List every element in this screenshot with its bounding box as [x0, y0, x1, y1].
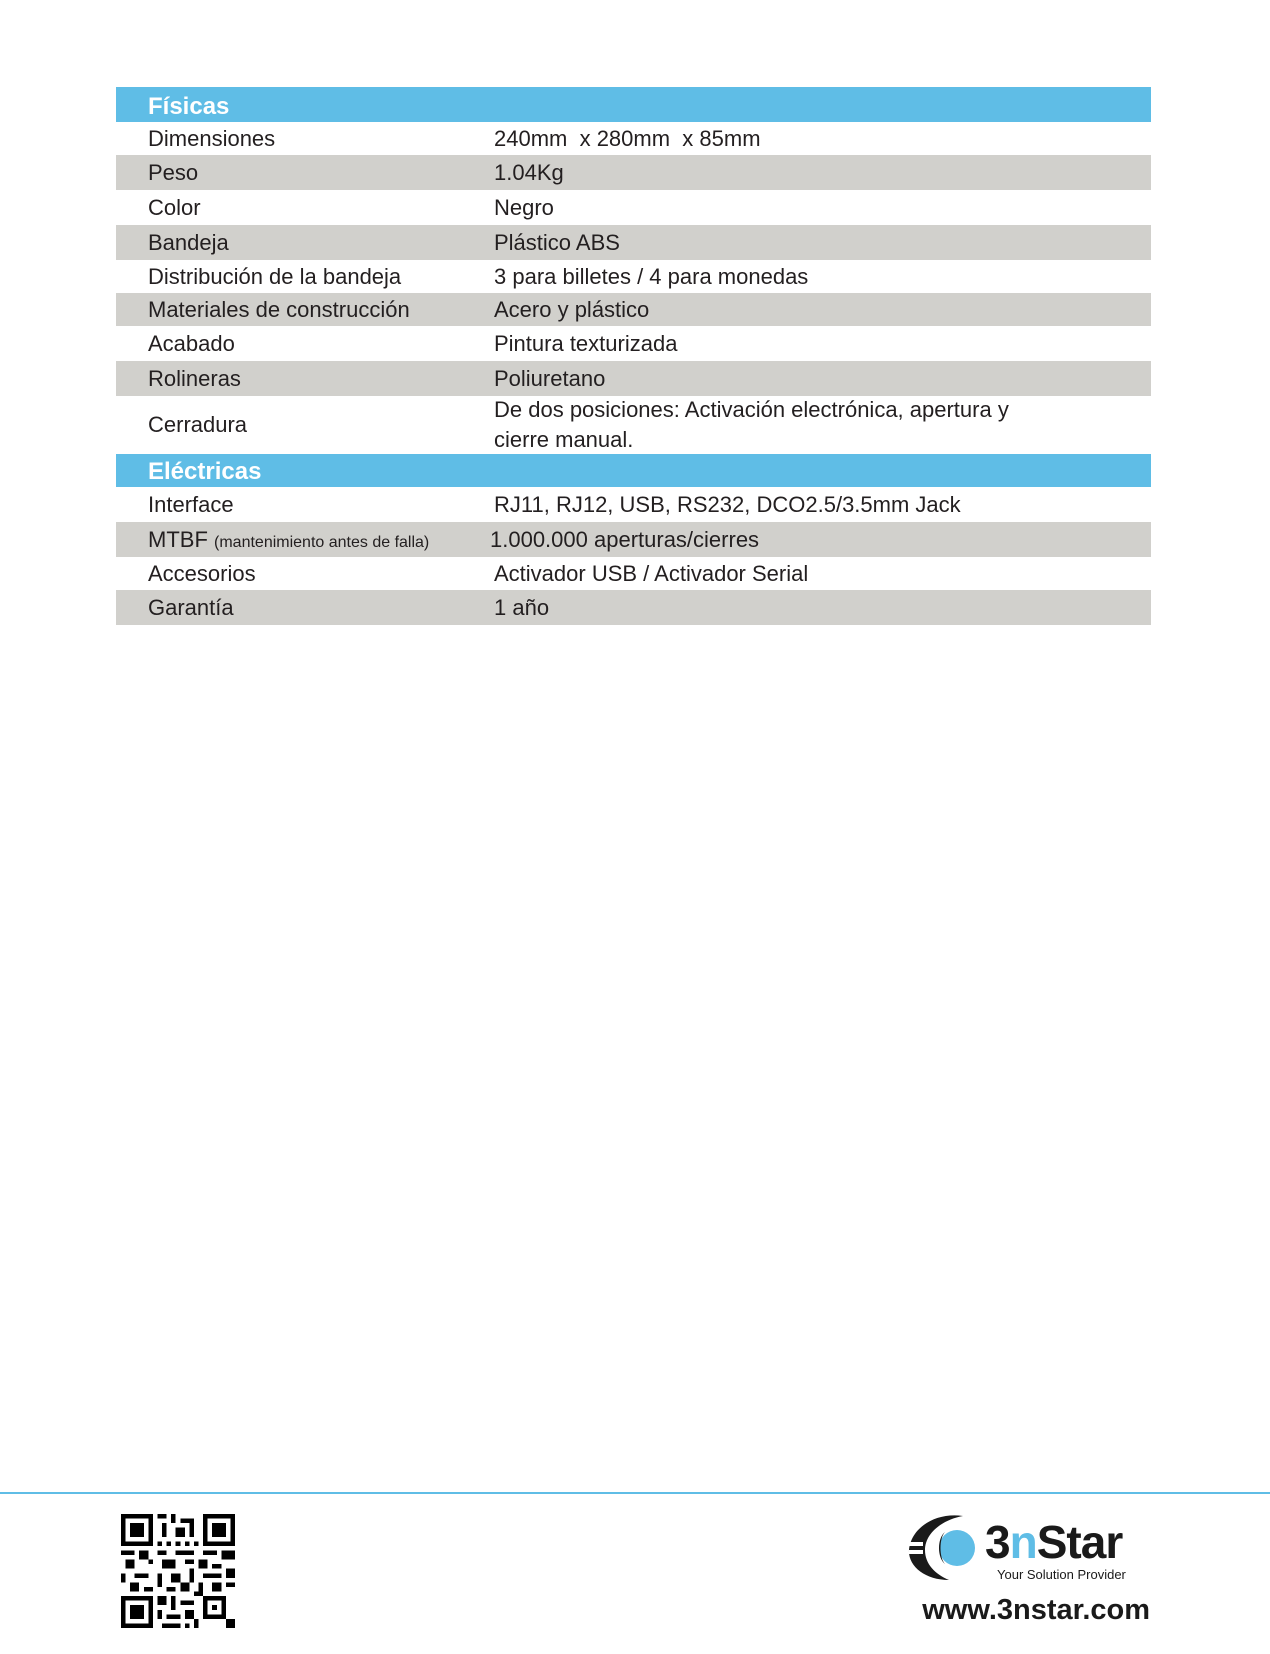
spec-value: De dos posiciones: Activación electrónica, apertura y cierre manual. — [494, 397, 1009, 452]
spec-row — [116, 122, 1151, 155]
spec-label: MTBF — [148, 526, 208, 552]
brand-name: 3nStar — [985, 1516, 1123, 1568]
spec-row — [116, 293, 1151, 326]
spec-label: Distribución de la bandeja — [148, 263, 402, 289]
spec-label: Materiales de construcción — [148, 296, 410, 322]
spec-label: Cerradura — [148, 412, 248, 437]
spec-row — [116, 590, 1151, 625]
spec-label: Garantía — [148, 594, 234, 620]
spec-value: Poliuretano — [494, 365, 606, 391]
spec-label: Bandeja — [148, 229, 229, 255]
spec-label: Accesorios — [148, 560, 256, 586]
spec-value: Pintura texturizada — [494, 330, 678, 356]
spec-value: 1.000.000 aperturas/cierres — [490, 526, 760, 552]
spec-row — [116, 225, 1151, 260]
spec-row — [116, 361, 1151, 396]
brand-tagline: Your Solution Provider — [997, 1567, 1126, 1582]
spec-label: Acabado — [148, 330, 235, 356]
spec-row — [116, 557, 1151, 590]
spec-label: Dimensiones — [148, 125, 276, 151]
spec-label: Color — [148, 194, 201, 220]
spec-value: Negro — [494, 194, 554, 220]
section-header-fisicas: Físicas — [116, 87, 1151, 122]
spec-value: 1 año — [494, 594, 550, 620]
qr-code-icon — [121, 1514, 235, 1628]
spec-value: 3 para billetes / 4 para monedas — [494, 263, 809, 289]
spec-value: Activador USB / Activador Serial — [494, 560, 809, 586]
spec-value: RJ11, RJ12, USB, RS232, DCO2.5/3.5mm Jack — [494, 491, 961, 517]
section-header-electricas: Eléctricas — [116, 454, 1151, 487]
spec-row — [116, 396, 1151, 454]
spec-value: 1.04Kg — [494, 159, 564, 185]
spec-row — [116, 326, 1151, 361]
spec-label: Rolineras — [148, 365, 241, 391]
spec-label-mtbf — [116, 527, 494, 553]
spec-value: Acero y plástico — [494, 296, 650, 322]
spec-label: Interface — [148, 491, 234, 517]
spec-table — [116, 87, 1151, 625]
spec-label-note: (mantenimiento antes de falla) — [214, 533, 430, 551]
brand-logo — [905, 1508, 1150, 1588]
spec-value: 240mm x 280mm x 85mm — [494, 125, 761, 151]
spec-label: Peso — [148, 159, 199, 185]
spec-row — [116, 260, 1151, 293]
spec-row — [116, 155, 1151, 190]
spec-row — [116, 522, 1151, 557]
website-link[interactable]: www.3nstar.com — [922, 1594, 1150, 1626]
footer-divider — [0, 1492, 1270, 1494]
spec-row — [116, 190, 1151, 225]
spec-row — [116, 487, 1151, 522]
spec-value: Plástico ABS — [494, 229, 620, 255]
